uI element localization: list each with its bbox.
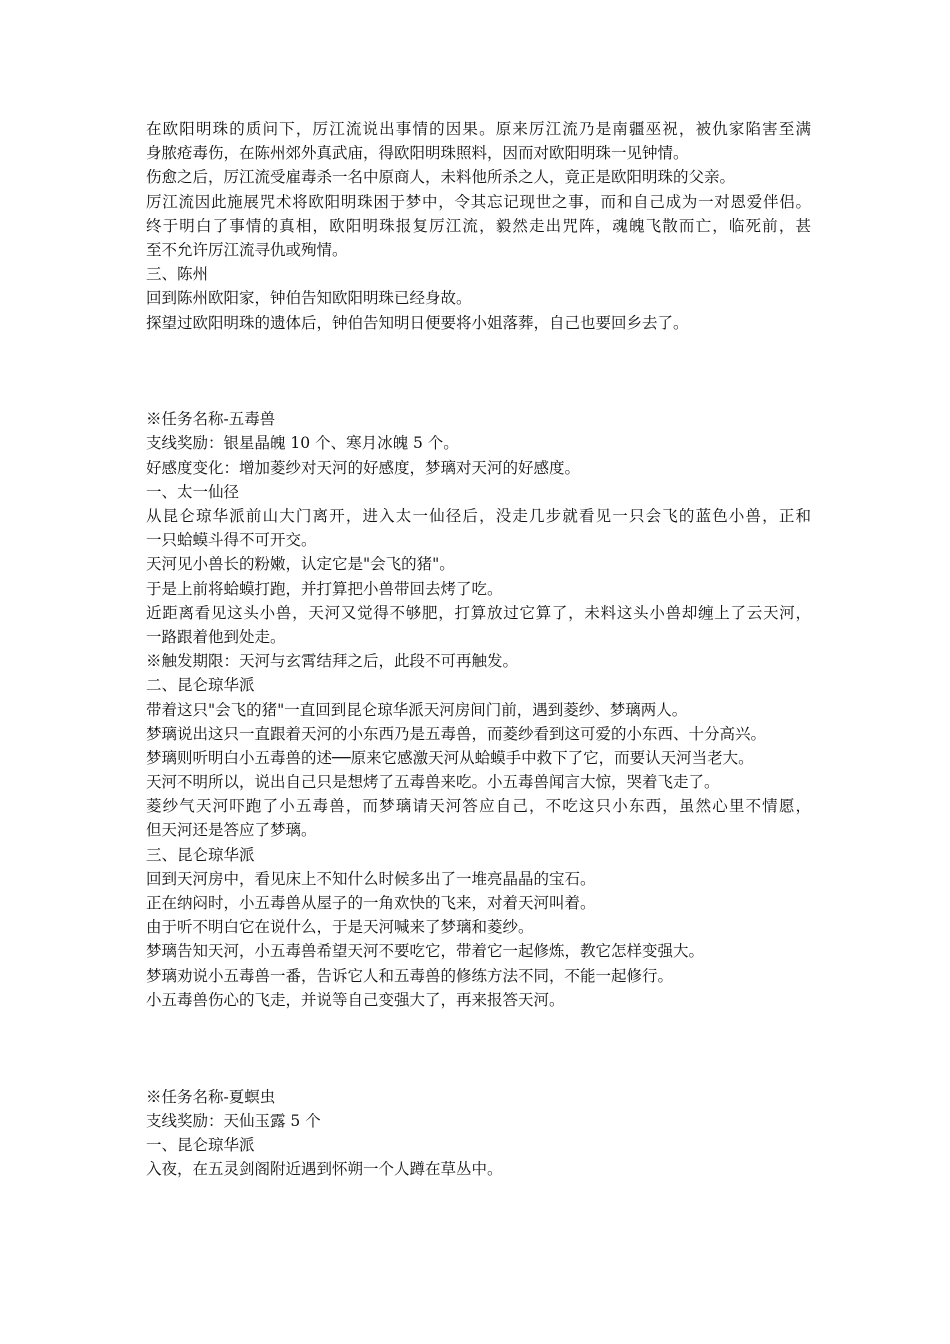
section-heading: 三、昆仑琼华派 bbox=[146, 845, 255, 864]
paragraph-line: 梦璃劝说小五毒兽一番，告诉它人和五毒兽的修练方法不同，不能一起修行。 bbox=[146, 966, 674, 985]
paragraph-line: 小五毒兽伤心的飞走，并说等自己变强大了，再来报答天河。 bbox=[146, 990, 565, 1009]
paragraph-line: 带着这只"会飞的猪"一直回到昆仑琼华派天河房间门前，遇到菱纱、梦璃两人。 bbox=[146, 700, 688, 719]
paragraph-line: 梦璃告知天河，小五毒兽希望天河不要吃它，带着它一起修炼，教它怎样变强大。 bbox=[146, 942, 705, 961]
section-quest-summer-moth bbox=[146, 1085, 811, 1182]
paragraph-line: 一只蛤蟆斗得不可开交。 bbox=[146, 531, 317, 550]
trigger-note: ※触发期限：天河与玄霄结拜之后，此段不可再触发。 bbox=[146, 652, 519, 671]
paragraph-line: 探望过欧阳明珠的遗体后，钟伯告知明日便要将小姐落葬，自己也要回乡去了。 bbox=[146, 313, 689, 332]
paragraph-line: 在欧阳明珠的质问下，厉江流说出事情的因果。原来厉江流乃是南疆巫祝，被仇家陷害至满 bbox=[146, 120, 811, 138]
paragraph-line: 回到天河房中，看见床上不知什么时候多出了一堆亮晶晶的宝石。 bbox=[146, 869, 596, 888]
paragraph-line: 伤愈之后，厉江流受雇毒杀一名中原商人，未料他所杀之人，竟正是欧阳明珠的父亲。 bbox=[146, 168, 736, 187]
section-heading: 一、昆仑琼华派 bbox=[146, 1135, 255, 1154]
quest-affinity: 好感度变化：增加菱纱对天河的好感度，梦璃对天河的好感度。 bbox=[146, 458, 581, 477]
section-heading: 三、陈州 bbox=[146, 265, 209, 284]
paragraph-line: 厉江流因此施展咒术将欧阳明珠困于梦中，令其忘记现世之事，而和自己成为一对恩爱伴侣。 bbox=[146, 192, 811, 211]
paragraph-line: 由于听不明白它在说什么，于是天河喊来了梦璃和菱纱。 bbox=[146, 918, 534, 937]
paragraph-line: 身脓疮毒伤，在陈州郊外真武庙，得欧阳明珠照料，因而对欧阳明珠一见钟情。 bbox=[146, 144, 689, 163]
document-body bbox=[146, 117, 811, 1181]
paragraph-line: 正在纳闷时，小五毒兽从屋子的一角欢快的飞来，对着天河叫着。 bbox=[146, 894, 596, 913]
paragraph-line: 从昆仑琼华派前山大门离开，进入太一仙径后，没走几步就看见一只会飞的蓝色小兽，正和 bbox=[146, 507, 811, 526]
section-chenzhou-ending bbox=[146, 117, 811, 335]
section-quest-wudu-beast bbox=[146, 407, 811, 1012]
paragraph-line: 梦璃则听明白小五毒兽的述──原来它感激天河从蛤蟆手中救下了它，而要认天河当老大。 bbox=[146, 748, 754, 767]
section-spacer bbox=[146, 335, 811, 408]
section-spacer bbox=[146, 1012, 811, 1085]
paragraph-line: 但天河还是答应了梦璃。 bbox=[146, 821, 317, 840]
paragraph-line: 梦璃说出这只一直跟着天河的小东西乃是五毒兽，而菱纱看到这可爱的小东西、十分高兴。 bbox=[146, 724, 767, 743]
quest-title: ※任务名称-夏螟虫 bbox=[146, 1087, 276, 1106]
paragraph-line: 终于明白了事情的真相，欧阳明珠报复厉江流，毅然走出咒阵，魂魄飞散而亡，临死前，甚 bbox=[146, 216, 811, 235]
paragraph-line: 菱纱气天河吓跑了小五毒兽，而梦璃请天河答应自己，不吃这只小东西，虽然心里不情愿， bbox=[146, 797, 811, 816]
paragraph-line: 一路跟着他到处走。 bbox=[146, 627, 286, 646]
paragraph-line: 天河见小兽长的粉嫩，认定它是"会飞的猪"。 bbox=[146, 555, 455, 574]
paragraph-line: 天河不明所以，说出自己只是想烤了五毒兽来吃。小五毒兽闻言大惊，哭着飞走了。 bbox=[146, 773, 720, 792]
quest-reward: 支线奖励：天仙玉露 5 个 bbox=[146, 1111, 321, 1130]
paragraph-line: 至不允许厉江流寻仇或殉情。 bbox=[146, 240, 348, 259]
paragraph-line: 于是上前将蛤蟆打跑，并打算把小兽带回去烤了吃。 bbox=[146, 579, 503, 598]
section-heading: 一、太一仙径 bbox=[146, 482, 240, 501]
paragraph-line: 近距离看见这头小兽，天河又觉得不够肥，打算放过它算了，未料这头小兽却缠上了云天河， bbox=[146, 603, 811, 622]
quest-reward: 支线奖励：银星晶魄 10 个、寒月冰魄 5 个。 bbox=[146, 434, 459, 453]
paragraph-line: 入夜，在五灵剑阁附近遇到怀朔一个人蹲在草丛中。 bbox=[146, 1160, 503, 1179]
paragraph-line: 回到陈州欧阳家，钟伯告知欧阳明珠已经身故。 bbox=[146, 289, 472, 308]
quest-title: ※任务名称-五毒兽 bbox=[146, 410, 276, 429]
section-heading: 二、昆仑琼华派 bbox=[146, 676, 255, 695]
